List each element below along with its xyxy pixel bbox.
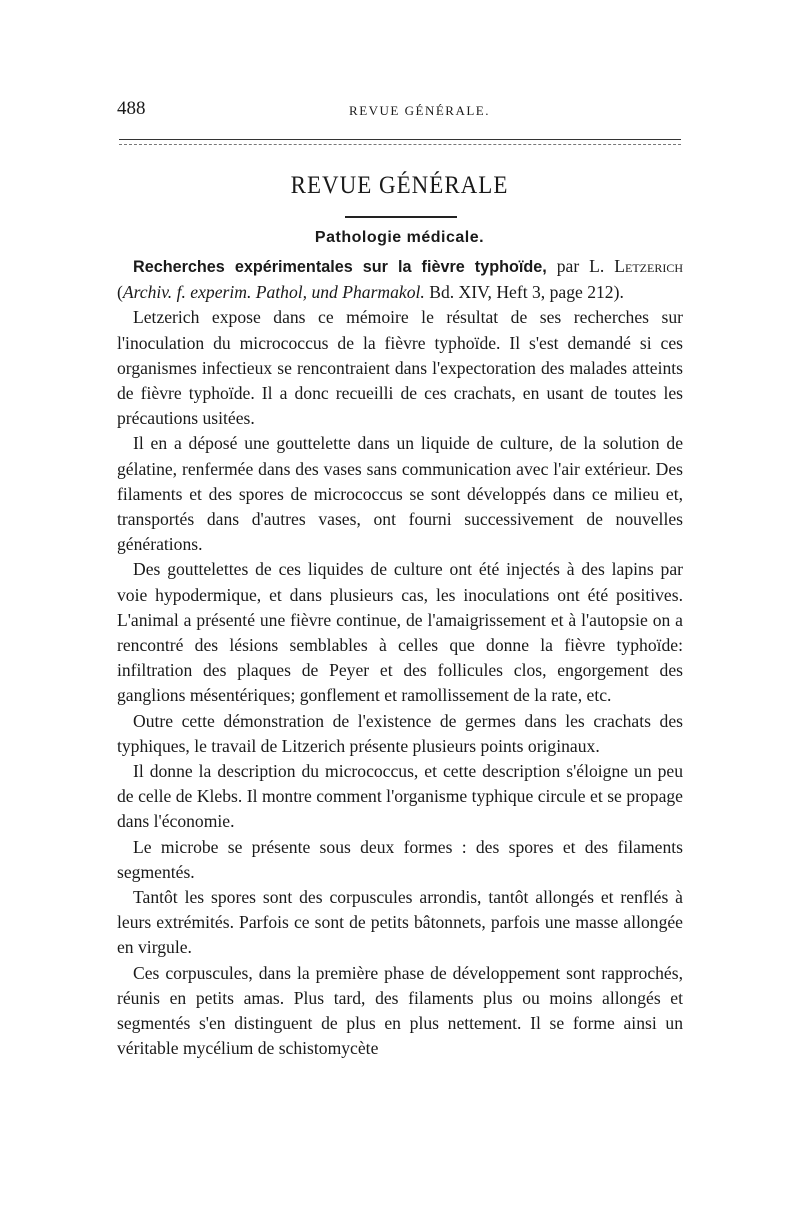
page-number: 488: [117, 98, 146, 119]
paragraph: Ces corpuscules, dans la première phase de développement sont rapprochés, réunis en petits amas. Plus tard, des filaments plus ou moins allongés et segmentés s'en distinguent de plus en plus nettement. Il se forme ainsi un véritable mycélium de schistomycète: [117, 962, 683, 1059]
paragraph: Il en a déposé une gouttelette dans un liquide de culture, de la solution de gélatine, renfermée dans des vases sans communication avec l'air extérieur. Des filaments et des spores de micrococcus se sont développés dans ce milieu et, transportés dans d'autres vases, ont fourni successivement de nouvelles générations.: [117, 433, 683, 555]
paragraph: Le microbe se présente sous deux formes : des spores et des filaments segmentés.: [117, 836, 683, 882]
section-title: REVUE GÉNÉRALE: [290, 170, 509, 199]
running-head: [117, 98, 682, 122]
article-by: par L.: [546, 256, 615, 276]
header-rule-secondary: [119, 144, 681, 145]
header-rule: [119, 139, 681, 140]
article-author: Letzerich: [614, 256, 683, 276]
citation-rest: Bd. XIV, Heft 3, page 212).: [424, 282, 624, 303]
paragraph: Tantôt les spores sont des corpuscules arrondis, tantôt allongés et renflés à leurs extrémités. Parfois ce sont de petits bâtonnets, parfois une masse allongée en virgule.: [117, 887, 683, 958]
paragraph: Des gouttelettes de ces liquides de culture ont été injectés à des lapins par voie hypodermique, et dans plusieurs cas, les inoculations ont été positives. L'animal a présenté une fièvre continue, de l'amaigrissement et à l'autopsie on a rencontré des lésions semblables à celles que donne la fièvre typhoïde: infiltration des plaques de Peyer et des follicules clos, engorgement des ganglions mésentériques; gonflement et ramollissement de la rate, etc.: [117, 559, 683, 706]
paragraph: Outre cette démonstration de l'existence de germes dans les crachats des typhiques, le travail de Litzerich présente plusieurs points originaux.: [117, 710, 683, 756]
paragraph: Il donne la description du micrococcus, et cette description s'éloigne un peu de celle de Klebs. Il montre comment l'organisme typhique circule et se propage dans l'économie.: [117, 761, 683, 832]
paragraph: Letzerich expose dans ce mémoire le résultat de ses recherches sur l'inoculation du micrococcus de la fièvre typhoïde. Il s'est demandé si ces organismes infectieux se rencontraient dans l'expectoration des malades atteints de fièvre typhoïde. Il a donc recueilli de ces crachats, en usant de toutes les précautions usitées.: [117, 307, 683, 429]
citation-open: (: [117, 282, 123, 303]
article-title: Recherches expérimentales sur la fièvre typhoïde,: [133, 258, 547, 276]
article-body: [117, 254, 683, 1062]
title-ornament-rule: [345, 216, 457, 218]
article-reference: [117, 254, 683, 305]
journal-name: Archiv. f. experim. Pathol, und Pharmakol.: [122, 282, 425, 303]
running-title: REVUE GÉNÉRALE.: [349, 103, 490, 118]
subsection-title: Pathologie médicale.: [314, 229, 485, 246]
